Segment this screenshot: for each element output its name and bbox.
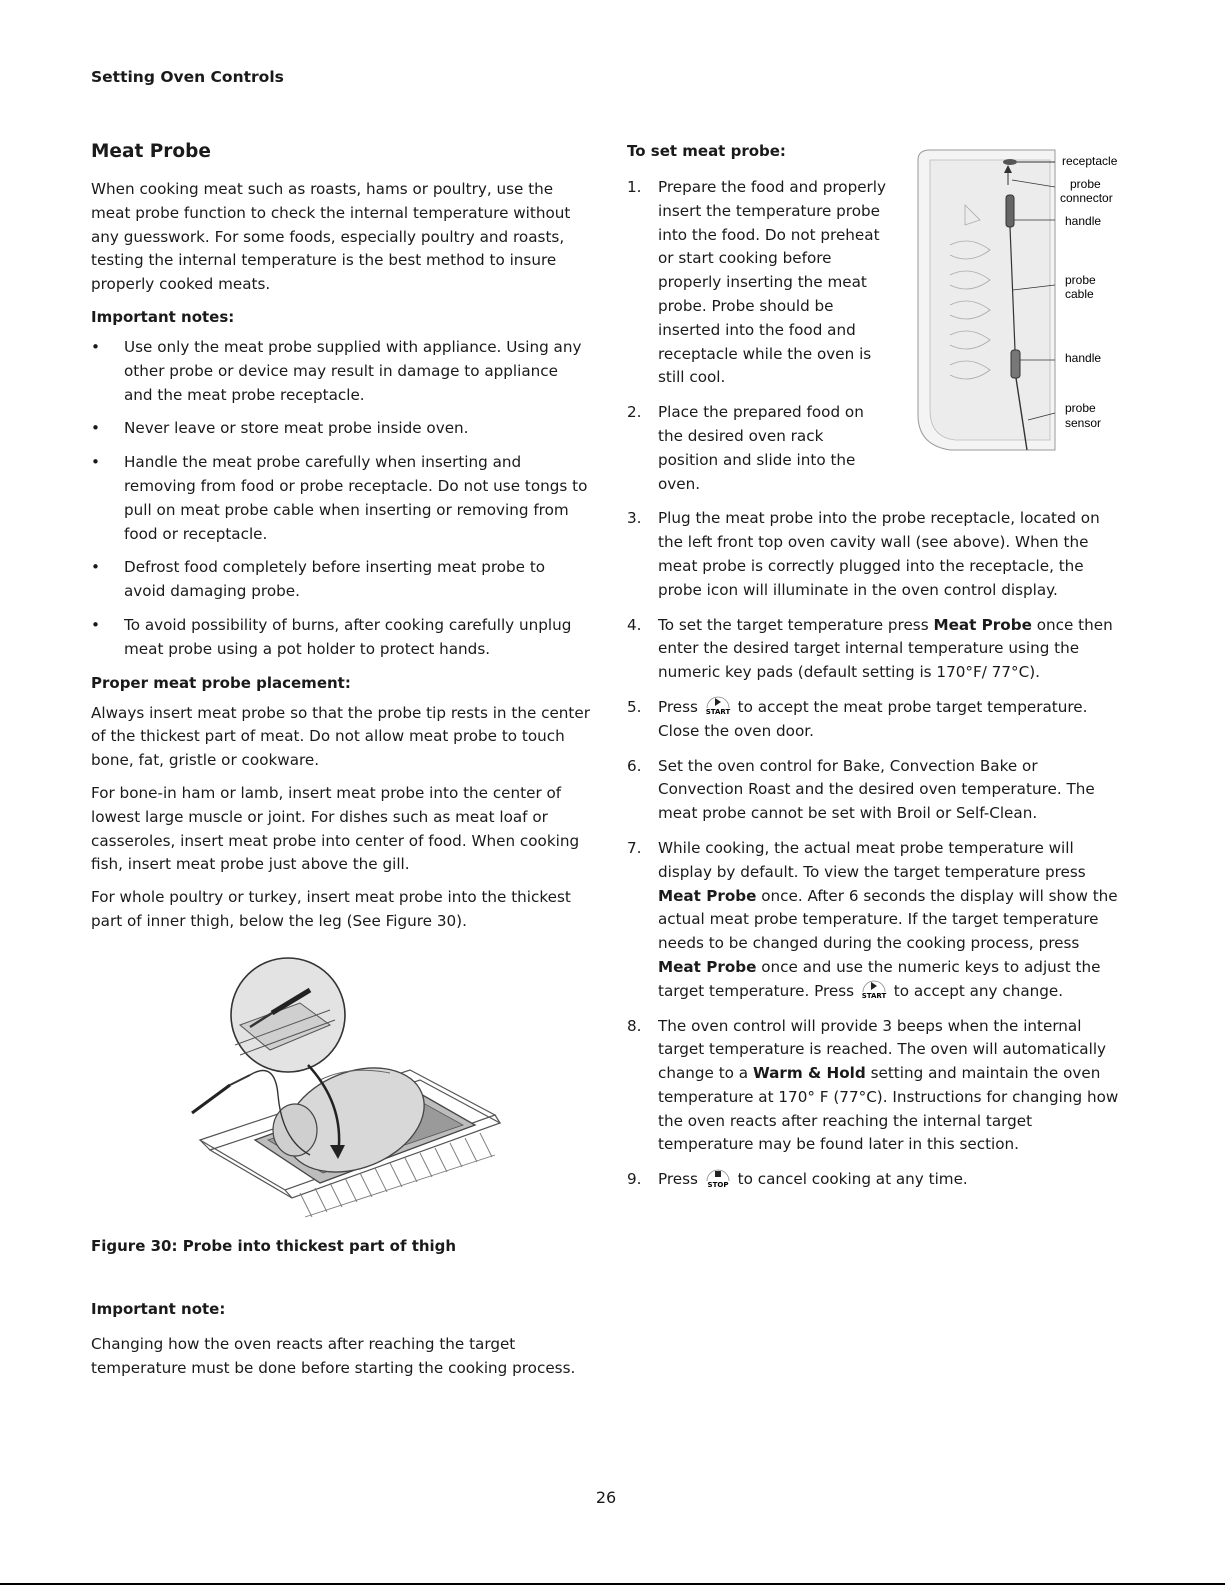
list-item: • Never leave or store meat probe inside oven. xyxy=(91,419,469,438)
section-title: Setting Oven Controls xyxy=(91,68,284,86)
step-5: 5. Press START to accept the meat probe target temperature. Close the oven door. xyxy=(627,696,1122,744)
step-7: 7. While cooking, the actual meat probe temperature will display by default. To view the target temperature press Meat Probe once. After 6 seconds the display will show the actual meat probe temperature. If the target temperature needs to be changed during the cooking process, press Meat Probe once and use the numeric keys to adjust the target temperature. Press START to accept any change. xyxy=(627,838,1118,1001)
intro-paragraph: When cooking meat such as roasts, hams or poultry, use the meat probe function to check the internal temperature without any guesswork. For some foods, especially poultry and roasts, testing the internal temperature is the best method to insure properly cooked meats. xyxy=(91,180,571,294)
left-column xyxy=(91,140,591,943)
probe-cable-label-1: probe xyxy=(1065,273,1096,287)
placement-paragraph-1: Always insert meat probe so that the probe tip rests in the center of the thickest part of meat. Do not allow meat probe to touch bone, fat, gristle or cookware. xyxy=(91,703,590,770)
important-note-heading: Important note: xyxy=(91,1300,226,1318)
probe-cable-label-2: cable xyxy=(1065,287,1094,301)
probe-connector-label-2: connector xyxy=(1060,191,1113,205)
important-notes-heading: Important notes: xyxy=(91,307,235,326)
figure-caption: Figure 30: Probe into thickest part of thigh xyxy=(91,1237,457,1255)
page-number: 26 xyxy=(595,1488,617,1507)
svg-text:START: START xyxy=(705,708,731,717)
receptacle-label: receptacle xyxy=(1062,154,1118,168)
start-button-icon xyxy=(859,978,889,1000)
step-9: 9. Press STOP to cancel cooking at any time. xyxy=(627,1168,1122,1192)
stop-button-icon xyxy=(703,1167,733,1189)
step-1: 1. Prepare the food and properly insert the temperature probe into the food. Do not preheat or start cooking before properly inserting the meat probe. Probe should be inserted into the food and receptacle while the oven is still cool. xyxy=(627,178,887,387)
step-3: 3. Plug the meat probe into the probe receptacle, located on the left front top oven cavity wall (see above). When the meat probe is correctly plugged into the receptacle, the probe icon will illuminate in the oven control display. xyxy=(627,509,1100,599)
page-title: Meat Probe xyxy=(91,141,211,162)
set-probe-heading: To set meat probe: xyxy=(627,142,786,160)
handle-bottom-label: handle xyxy=(1065,351,1102,365)
step-4: 4. To set the target temperature press Meat Probe once then enter the desired target internal temperature using the numeric key pads (default setting is 170°F/ 77°C). xyxy=(627,615,1113,682)
step-2: 2. Place the prepared food on the desired oven rack position and slide into the oven. xyxy=(627,403,864,493)
list-item: • To avoid possibility of burns, after cooking carefully unplug meat probe using a pot holder to protect hands. xyxy=(91,615,572,658)
important-note-text: Changing how the oven reacts after reaching the target temperature must be done before starting the cooking process. xyxy=(91,1335,576,1377)
probe-connector-label-1: probe xyxy=(1070,177,1101,191)
handle-top-label: handle xyxy=(1065,214,1102,228)
list-item: • Use only the meat probe supplied with appliance. Using any other probe or device may result in damage to appliance and the meat probe receptacle. xyxy=(91,337,582,404)
placement-paragraph-3: For whole poultry or turkey, insert meat probe into the thickest part of inner thigh, below the leg (See Figure 30). xyxy=(91,888,571,930)
important-notes-list xyxy=(91,336,591,662)
turkey-probe-illustration xyxy=(180,955,510,1230)
probe-sensor-label-1: probe xyxy=(1065,401,1096,415)
step-6: 6. Set the oven control for Bake, Convection Bake or Convection Roast and the desired oven temperature. The meat probe cannot be set with Broil or Self-Clean. xyxy=(627,756,1095,823)
placement-heading: Proper meat probe placement: xyxy=(91,673,351,692)
right-column xyxy=(627,140,1122,1203)
steps-list xyxy=(627,176,1122,1192)
step-8: 8. The oven control will provide 3 beeps when the internal target temperature is reached. The oven will automatically change to a Warm & Hold setting and maintain the oven temperature at 170° F (77°C). Instructions for changing how the oven reacts after reaching the internal target temperature may be found later in this section. xyxy=(627,1016,1119,1154)
placement-paragraph-2: For bone-in ham or lamb, insert meat probe into the center of lowest large muscle or joint. For dishes such as meat loaf or casseroles, insert meat probe into center of food. When cooking fish, insert meat probe just above the gill. xyxy=(91,783,580,874)
probe-sensor-label-2: sensor xyxy=(1065,416,1102,430)
svg-text:STOP: STOP xyxy=(707,1180,729,1189)
list-item: • Handle the meat probe carefully when inserting and removing from food or probe receptacle. Do not use tongs to pull on meat probe cable when inserting or removing from food or receptacle. xyxy=(91,453,588,543)
svg-text:START: START xyxy=(861,992,887,1001)
start-button-icon xyxy=(703,694,733,716)
list-item: • Defrost food completely before inserting meat probe to avoid damaging probe. xyxy=(91,558,546,601)
